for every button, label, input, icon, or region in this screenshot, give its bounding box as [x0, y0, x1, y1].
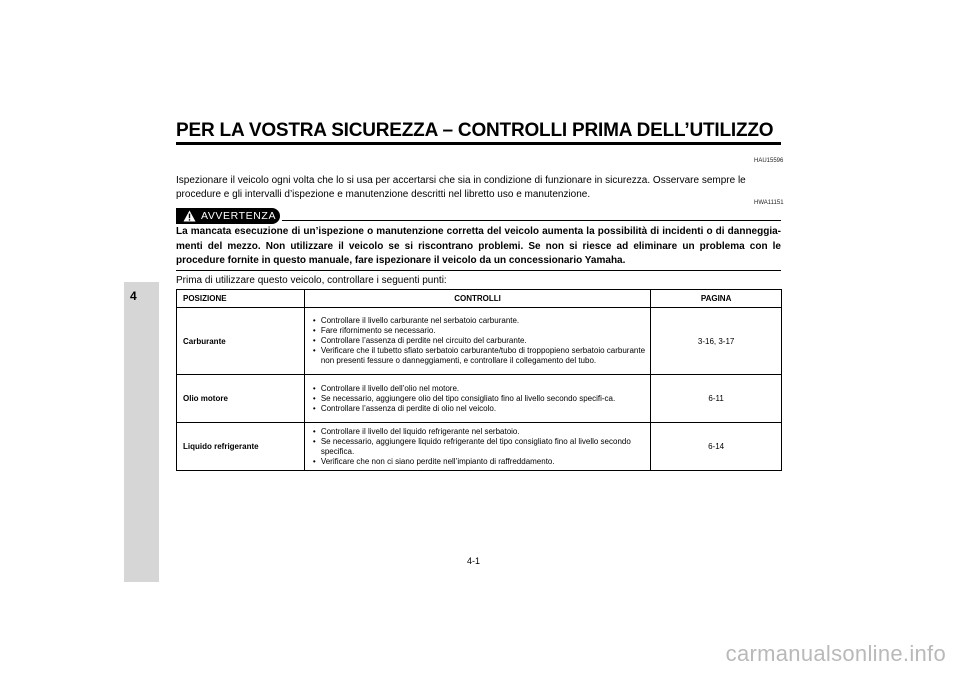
checks-table	[176, 289, 782, 471]
warning-triangle-icon	[183, 210, 196, 222]
row-position: Carburante	[177, 308, 305, 375]
warning-badge	[176, 208, 280, 224]
row-page: 3-16, 3-17	[651, 308, 782, 375]
page-title: PER LA VOSTRA SICUREZZA – CONTROLLI PRIMA DELL’UTILIZZO	[176, 120, 774, 141]
table-intro: Prima di utilizzare questo veicolo, controllare i seguenti punti:	[176, 275, 447, 286]
header-checks: CONTROLLI	[304, 290, 650, 308]
check-item: • Controllare l’assenza di perdite di olio nel veicolo.	[313, 404, 646, 414]
title-divider	[176, 142, 781, 145]
table-row	[177, 375, 782, 423]
check-item: • Controllare il livello dell’olio nel motore.	[313, 384, 646, 394]
table-row	[177, 308, 782, 375]
row-position: Olio motore	[177, 375, 305, 423]
check-item: • Controllare l’assenza di perdite nel circuito del carburante.	[313, 336, 646, 346]
row-page: 6-11	[651, 375, 782, 423]
check-item: • Fare rifornimento se necessario.	[313, 326, 646, 336]
page-number: 4-1	[467, 556, 481, 566]
warning-reference-code: HWA11151	[754, 200, 784, 206]
row-checks	[304, 423, 650, 471]
row-position: Liquido refrigerante	[177, 423, 305, 471]
watermark: carmanualsonline.info	[725, 641, 946, 666]
row-checks	[304, 375, 650, 423]
check-item: • Se necessario, aggiungere olio del tipo consigliato fino al livello secondo specifi-ca.	[313, 394, 646, 404]
chapter-tab	[124, 282, 159, 582]
intro-reference-code: HAU15596	[754, 158, 784, 164]
check-item: • Controllare il livello del liquido refrigerante nel serbatoio.	[313, 427, 646, 437]
check-item: • Controllare il livello carburante nel serbatoio carburante.	[313, 316, 646, 326]
chapter-number: 4	[130, 289, 137, 303]
check-item: • Verificare che il tubetto sfiato serbatoio carburante/tubo di troppopieno serbatoio carburante non presenti fessure o danneggiamenti, e controllare il collegamento del tubo.	[313, 346, 646, 366]
warning-divider	[282, 220, 781, 221]
table-header-row	[177, 290, 782, 308]
row-page: 6-14	[651, 423, 782, 471]
warning-text: La mancata esecuzione di un’ispezione o manutenzione corretta del veicolo aumenta la possibilità di incidenti o di danneggia-menti del mezzo. Non utilizzare il veicolo se si riscontrano problemi. Se non si riesce ad eliminare un problema con le procedure fornite in questo manuale, fare ispezionare il veicolo da un concessionario Yamaha.	[176, 226, 781, 266]
check-item: • Se necessario, aggiungere liquido refrigerante del tipo consigliato fino al livello secondo specifica.	[313, 437, 646, 457]
header-position: POSIZIONE	[177, 290, 305, 308]
intro-paragraph: Ispezionare il veicolo ogni volta che lo si usa per accertarsi che sia in condizione di funzionare in sicurezza. Osservare sempre le procedure e gli intervalli d’ispezione e manutenzione descritti nel libretto uso e manutenzione.	[176, 175, 746, 200]
header-page: PAGINA	[651, 290, 782, 308]
warning-label: AVVERTENZA	[201, 210, 277, 222]
row-checks	[304, 308, 650, 375]
table-row	[177, 423, 782, 471]
warning-bottom-divider	[176, 270, 781, 271]
check-item: • Verificare che non ci siano perdite nell’impianto di raffreddamento.	[313, 457, 646, 467]
